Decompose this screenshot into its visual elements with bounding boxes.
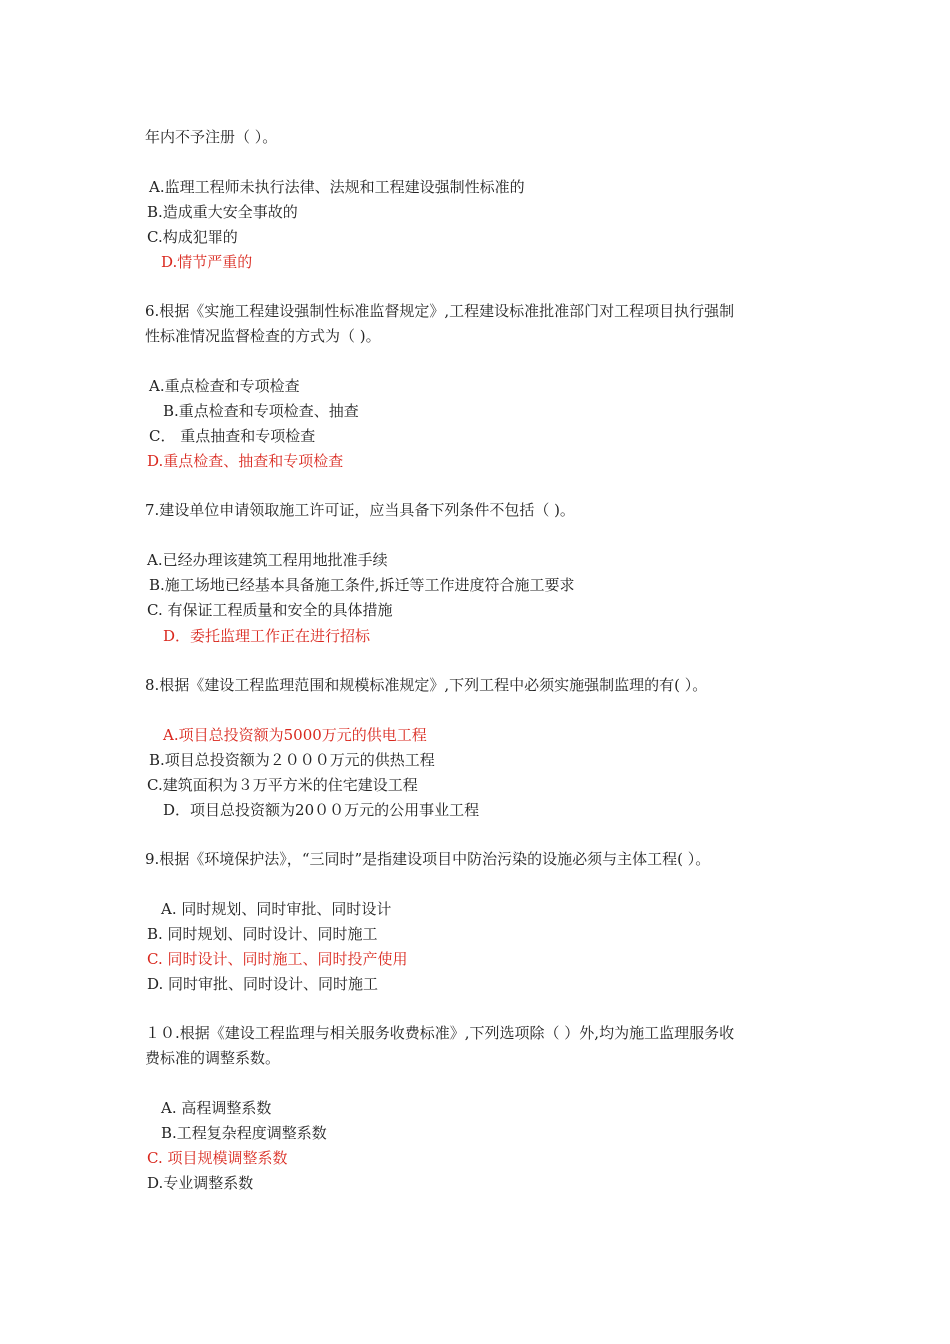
q10-stem-line-2: 费标准的调整系数。 <box>145 1049 281 1067</box>
q6-option-c: C． 重点抽查和专项检查 <box>149 427 316 445</box>
q6-stem-line-1: 6.根据《实施工程建设强制性标准监督规定》,工程建设标准批准部门对工程项目执行强制 <box>145 302 735 320</box>
q5-stem-tail: 年内不予注册（ ）。 <box>145 128 278 146</box>
q8-option-c: C.建筑面积为３万平方米的住宅建设工程 <box>147 776 418 794</box>
q6-option-a: A.重点检查和专项检查 <box>149 377 300 395</box>
q9-option-c-answer: C. 同时设计、同时施工、同时投产使用 <box>147 950 408 968</box>
q8-option-d: D．项目总投资额为20００万元的公用事业工程 <box>163 801 480 819</box>
q8-option-a-answer: A.项目总投资额为5000万元的供电工程 <box>163 726 427 744</box>
q7-stem: 7.建设单位申请领取施工许可证，应当具备下列条件不包括（ )。 <box>145 501 575 519</box>
q8-option-b: B.项目总投资额为２０００万元的供热工程 <box>149 751 435 769</box>
q9-option-a: A. 同时规划、同时审批、同时设计 <box>161 900 392 918</box>
q10-option-d: D.专业调整系数 <box>147 1174 254 1192</box>
q5-option-c: C.构成犯罪的 <box>147 228 238 246</box>
q10-option-a: A. 高程调整系数 <box>161 1099 272 1117</box>
q10-stem-line-1: １０.根据《建设工程监理与相关服务收费标准》,下列选项除（ ）外,均为施工监理服务收 <box>145 1024 735 1042</box>
q9-stem: 9.根据《环境保护法》，“三同时”是指建设项目中防治污染的设施必须与主体工程( ）。 <box>145 850 711 868</box>
q9-option-b: B. 同时规划、同时设计、同时施工 <box>147 925 378 943</box>
q5-option-a: A.监理工程师未执行法律、法规和工程建设强制性标准的 <box>149 178 525 196</box>
q7-option-c: C. 有保证工程质量和安全的具体措施 <box>147 601 393 619</box>
q6-option-b: B.重点检查和专项检查、抽查 <box>163 402 359 420</box>
q10-option-b: B.工程复杂程度调整系数 <box>161 1124 327 1142</box>
q7-option-d-answer: D．委托监理工作正在进行招标 <box>163 627 371 645</box>
q5-option-d-answer: D.情节严重的 <box>161 253 253 271</box>
q7-option-b: B.施工场地已经基本具备施工条件,拆迁等工作进度符合施工要求 <box>149 576 575 594</box>
q6-option-d-answer: D.重点检查、抽查和专项检查 <box>147 452 344 470</box>
q5-option-b: B.造成重大安全事故的 <box>147 203 298 221</box>
q10-option-c-answer: C. 项目规模调整系数 <box>147 1149 288 1167</box>
q9-option-d: D. 同时审批、同时设计、同时施工 <box>147 975 379 993</box>
q6-stem-line-2: 性标准情况监督检查的方式为（ )。 <box>145 327 381 345</box>
q7-option-a: A.已经办理该建筑工程用地批准手续 <box>147 551 388 569</box>
q8-stem: 8.根据《建设工程监理范围和规模标准规定》,下列工程中必须实施强制监理的有( ）。 <box>145 676 708 694</box>
